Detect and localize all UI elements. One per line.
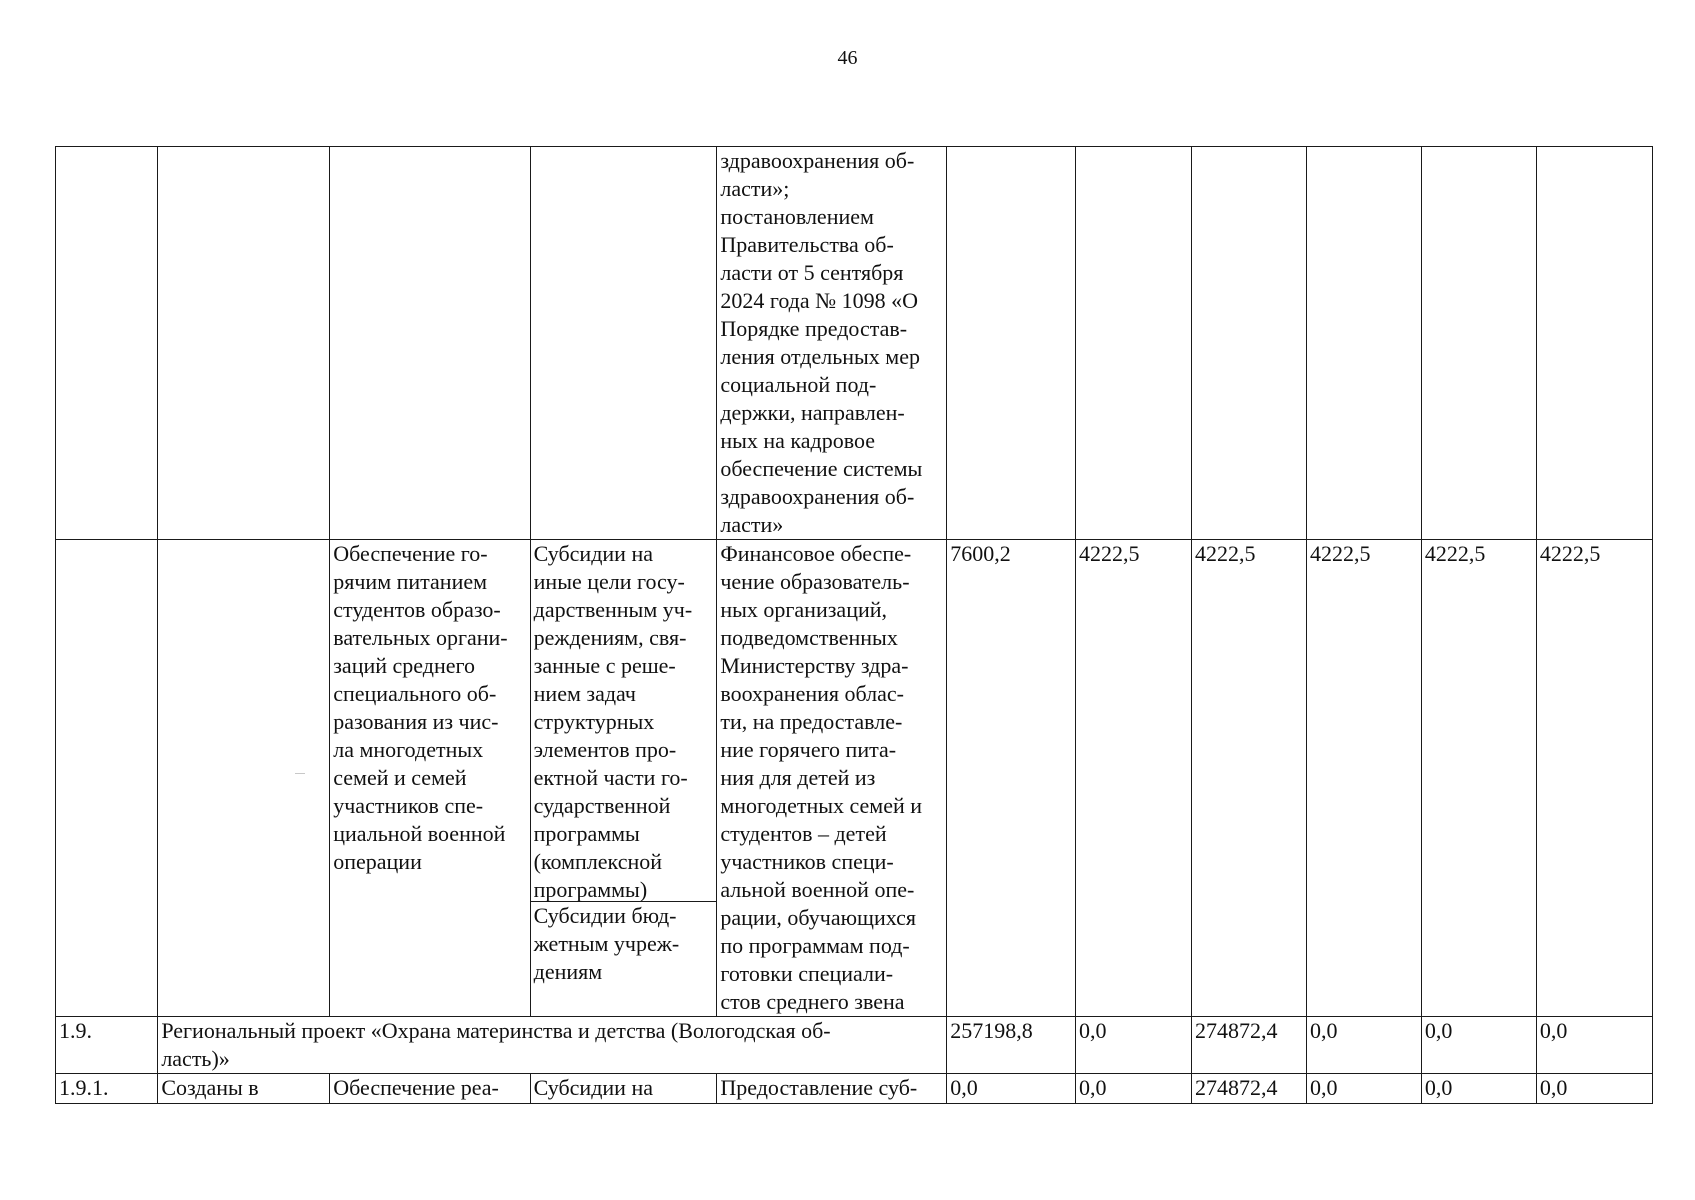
scan-artifact bbox=[295, 773, 305, 774]
project-title-cell: Региональный проект «Охрана материнства и детства (Вологодская об- ласть)» bbox=[158, 1017, 947, 1074]
page-number: 46 bbox=[837, 47, 858, 69]
amount-cell: 274872,4 bbox=[1191, 1074, 1306, 1104]
amount-cell: 4222,5 bbox=[1075, 540, 1191, 1017]
amount-cell: 0,0 bbox=[1536, 1074, 1652, 1104]
expense-type-cell bbox=[530, 147, 717, 540]
amount-cell: 0,0 bbox=[1075, 1074, 1191, 1104]
expense-type-budget-institutions: Субсидии бюд- жетным учреж- дениям bbox=[533, 903, 680, 984]
row-number-cell bbox=[56, 147, 158, 540]
amount-cell bbox=[1191, 147, 1306, 540]
row-number-cell bbox=[56, 540, 158, 1017]
expense-type-other-purposes: Субсидии на иные цели госу- дарственным уч- реждениям, свя- занные с реше- нием задач структурных элементов про- ектной части го- сударственной программы (комплексной программы) bbox=[531, 540, 717, 902]
amount-cell: 4222,5 bbox=[1306, 540, 1421, 1017]
amount-cell: 0,0 bbox=[1075, 1017, 1191, 1074]
amount-cell: 0,0 bbox=[1421, 1017, 1536, 1074]
amount-cell bbox=[1421, 147, 1536, 540]
amount-cell: 257198,8 bbox=[947, 1017, 1076, 1074]
amount-cell: 4222,5 bbox=[1421, 540, 1536, 1017]
table-row bbox=[56, 540, 1653, 1017]
budget-table bbox=[55, 146, 1653, 1104]
amount-cell bbox=[1306, 147, 1421, 540]
amount-cell: 4222,5 bbox=[1191, 540, 1306, 1017]
measure-cell: Обеспечение го- рячим питанием студентов образо- вательных органи- заций среднего специального об- разования из чис- ла многодетных семей и семей участников спе- циальной военной операции bbox=[330, 540, 530, 1017]
result-cell: Созданы в bbox=[158, 1074, 330, 1104]
amount-cell: 7600,2 bbox=[947, 540, 1076, 1017]
table-row bbox=[56, 1074, 1653, 1104]
measure-cell: Обеспечение реа- bbox=[330, 1074, 530, 1104]
expense-type-cell: Субсидии на bbox=[530, 1074, 717, 1104]
amount-cell: 0,0 bbox=[1306, 1074, 1421, 1104]
table-row bbox=[56, 1017, 1653, 1074]
amount-cell: 0,0 bbox=[1421, 1074, 1536, 1104]
amount-cell bbox=[1075, 147, 1191, 540]
amount-cell: 0,0 bbox=[1536, 1017, 1652, 1074]
legal-basis-cell: здравоохранения об- ласти»; постановлением Правительства об- ласти от 5 сентября 2024 года № 1098 «О Порядке предостав- ления отдельных мер социальной под- держки, направлен- ных на кадровое обеспечение системы здравоохранения об- ласти» bbox=[717, 147, 947, 540]
amount-cell: 274872,4 bbox=[1191, 1017, 1306, 1074]
measure-cell bbox=[330, 147, 530, 540]
amount-cell: 0,0 bbox=[947, 1074, 1076, 1104]
legal-basis-cell: Предоставление суб- bbox=[717, 1074, 947, 1104]
row-number-cell: 1.9. bbox=[56, 1017, 158, 1074]
amount-cell: 0,0 bbox=[1306, 1017, 1421, 1074]
expense-type-cell bbox=[530, 540, 717, 1017]
amount-cell bbox=[1536, 147, 1652, 540]
amount-cell: 4222,5 bbox=[1536, 540, 1652, 1017]
result-cell bbox=[158, 147, 330, 540]
amount-cell bbox=[947, 147, 1076, 540]
result-cell bbox=[158, 540, 330, 1017]
row-number-cell: 1.9.1. bbox=[56, 1074, 158, 1104]
legal-basis-cell: Финансовое обеспе- чение образователь- ных организаций, подведомственных Министерству здра- воохранения облас- ти, на предоставле- ние горячего пита- ния для детей из многодетных семей и студентов – детей участников специ- альной военной опе- рации, обучающихся по программам под- готовки специали- стов среднего звена bbox=[717, 540, 947, 1017]
table-row bbox=[56, 147, 1653, 540]
